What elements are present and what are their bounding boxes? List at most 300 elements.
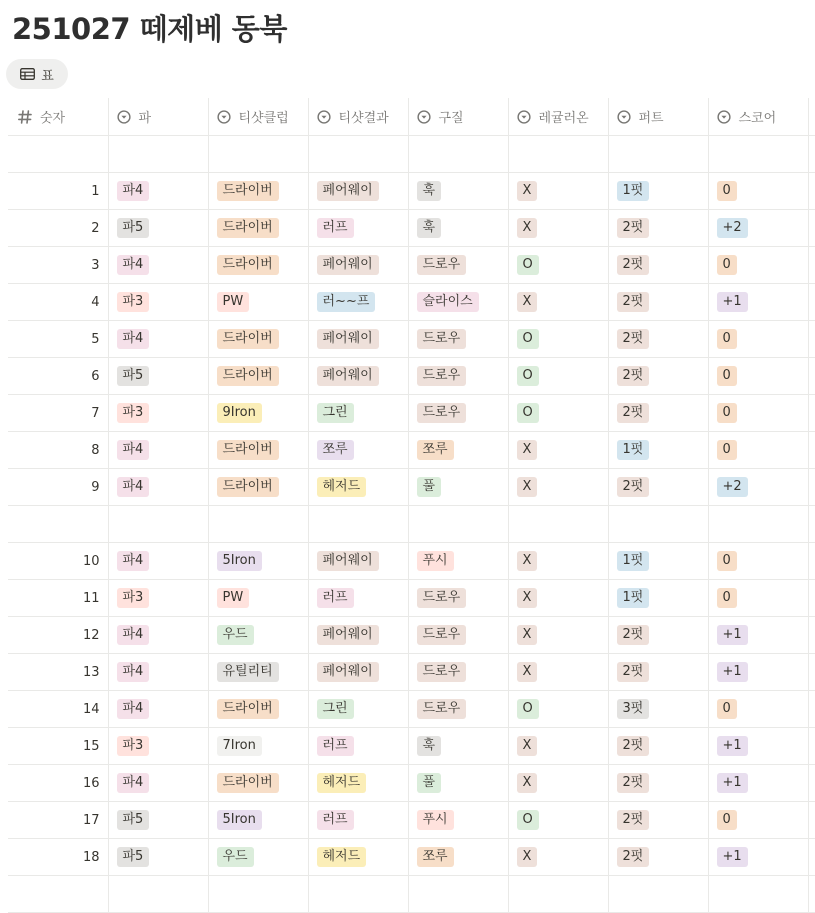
select-tag: 드라이버: [217, 440, 279, 460]
select-tag: +2: [717, 218, 748, 238]
select-tag: 드로우: [417, 662, 467, 682]
blank-row[interactable]: [8, 876, 815, 913]
cell-club[interactable]: [208, 321, 308, 358]
select-tag: 파5: [117, 847, 150, 867]
cell-result[interactable]: [308, 728, 408, 765]
select-tag: 파4: [117, 329, 150, 349]
cell-par[interactable]: [108, 876, 208, 913]
cell-par[interactable]: [108, 543, 208, 580]
cell-shape[interactable]: [408, 876, 508, 913]
cell-club[interactable]: [208, 395, 308, 432]
table-row[interactable]: [8, 691, 815, 728]
column-header-club[interactable]: [208, 98, 308, 136]
select-tag: 페어웨이: [317, 366, 379, 386]
cell-putt[interactable]: [608, 580, 708, 617]
cell-gir[interactable]: [508, 728, 608, 765]
cell-num[interactable]: 11: [8, 580, 108, 617]
column-header-label: 구질: [438, 111, 464, 126]
cell-club[interactable]: [208, 506, 308, 543]
column-header-num[interactable]: [8, 98, 108, 136]
select-tag: 슬라이스: [417, 292, 479, 312]
table-row[interactable]: [8, 284, 815, 321]
cell-shape[interactable]: [408, 802, 508, 839]
table-row[interactable]: [8, 654, 815, 691]
table-row[interactable]: [8, 728, 815, 765]
cell-gir[interactable]: [508, 691, 608, 728]
cell-result[interactable]: [308, 876, 408, 913]
select-tag: 드로우: [417, 329, 467, 349]
table-row[interactable]: [8, 617, 815, 654]
cell-overflow: [808, 173, 815, 210]
cell-putt[interactable]: [608, 802, 708, 839]
cell-shape[interactable]: [408, 617, 508, 654]
cell-overflow: [808, 580, 815, 617]
select-tag: 페어웨이: [317, 662, 379, 682]
select-tag: X: [517, 181, 538, 201]
cell-par[interactable]: [108, 691, 208, 728]
cell-score[interactable]: [708, 210, 808, 247]
cell-overflow: [808, 728, 815, 765]
cell-score[interactable]: [708, 284, 808, 321]
cell-num[interactable]: 18: [8, 839, 108, 876]
cell-result[interactable]: [308, 654, 408, 691]
cell-num[interactable]: 6: [8, 358, 108, 395]
cell-shape[interactable]: [408, 469, 508, 506]
select-tag: 유틸리티: [217, 662, 279, 682]
cell-score[interactable]: [708, 691, 808, 728]
select-tag: +1: [717, 625, 748, 645]
cell-num[interactable]: 2: [8, 210, 108, 247]
cell-num[interactable]: 3: [8, 247, 108, 284]
cell-result[interactable]: [308, 765, 408, 802]
cell-gir[interactable]: [508, 284, 608, 321]
select-tag: 2펏: [617, 292, 650, 312]
cell-par[interactable]: [108, 469, 208, 506]
cell-result[interactable]: [308, 247, 408, 284]
cell-club[interactable]: [208, 691, 308, 728]
select-tag: O: [517, 329, 539, 349]
cell-putt[interactable]: [608, 247, 708, 284]
cell-gir[interactable]: [508, 654, 608, 691]
cell-shape[interactable]: [408, 395, 508, 432]
blank-row[interactable]: [8, 506, 815, 543]
select-tag: 드로우: [417, 699, 467, 719]
select-tag: 풀: [417, 477, 442, 497]
select-tag: 파4: [117, 662, 150, 682]
column-header-label: 파: [138, 111, 152, 126]
cell-gir[interactable]: [508, 358, 608, 395]
select-tag: 파3: [117, 588, 150, 608]
select-tag: 0: [717, 255, 737, 275]
cell-putt[interactable]: [608, 617, 708, 654]
cell-club[interactable]: [208, 876, 308, 913]
cell-result[interactable]: [308, 543, 408, 580]
select-tag: 드라이버: [217, 218, 279, 238]
select-tag: 러~~프: [317, 292, 376, 312]
cell-result[interactable]: [308, 358, 408, 395]
cell-num[interactable]: [8, 506, 108, 543]
table-row[interactable]: [8, 839, 815, 876]
cell-gir[interactable]: [508, 543, 608, 580]
cell-club[interactable]: [208, 432, 308, 469]
cell-putt[interactable]: [608, 358, 708, 395]
cell-par[interactable]: [108, 728, 208, 765]
cell-putt[interactable]: [608, 469, 708, 506]
cell-shape[interactable]: [408, 654, 508, 691]
cell-par[interactable]: [108, 284, 208, 321]
cell-club[interactable]: [208, 543, 308, 580]
cell-putt[interactable]: [608, 839, 708, 876]
select-tag: 2펏: [617, 810, 650, 830]
cell-shape[interactable]: [408, 728, 508, 765]
cell-num[interactable]: 7: [8, 395, 108, 432]
cell-result[interactable]: [308, 580, 408, 617]
table-body: [8, 136, 815, 913]
cell-result[interactable]: [308, 284, 408, 321]
cell-par[interactable]: [108, 654, 208, 691]
column-header-label: 퍼트: [638, 111, 664, 126]
select-tag: 파3: [117, 292, 150, 312]
cell-overflow: [808, 506, 815, 543]
column-header-shape[interactable]: [408, 98, 508, 136]
table-row[interactable]: [8, 358, 815, 395]
cell-num[interactable]: 13: [8, 654, 108, 691]
cell-club[interactable]: [208, 765, 308, 802]
cell-result[interactable]: [308, 210, 408, 247]
column-header-gir[interactable]: [508, 98, 608, 136]
cell-score[interactable]: [708, 506, 808, 543]
cell-shape[interactable]: [408, 321, 508, 358]
select-tag: 파3: [117, 403, 150, 423]
table-row[interactable]: [8, 432, 815, 469]
select-tag: 파5: [117, 810, 150, 830]
cell-par[interactable]: [108, 506, 208, 543]
cell-result[interactable]: [308, 173, 408, 210]
cell-overflow: [808, 543, 815, 580]
cell-gir[interactable]: [508, 876, 608, 913]
select-tag: X: [517, 477, 538, 497]
select-tag: 3펏: [617, 699, 650, 719]
cell-putt[interactable]: [608, 543, 708, 580]
cell-score[interactable]: [708, 395, 808, 432]
table-row[interactable]: [8, 802, 815, 839]
cell-shape[interactable]: [408, 691, 508, 728]
column-header-putt[interactable]: [608, 98, 708, 136]
select-tag: 파4: [117, 773, 150, 793]
select-tag: 드라이버: [217, 699, 279, 719]
cell-num[interactable]: 9: [8, 469, 108, 506]
cell-gir[interactable]: [508, 469, 608, 506]
select-tag: X: [517, 551, 538, 571]
cell-score[interactable]: [708, 654, 808, 691]
cell-num[interactable]: [8, 136, 108, 173]
cell-club[interactable]: [208, 173, 308, 210]
select-tag: +2: [717, 477, 748, 497]
cell-par[interactable]: [108, 765, 208, 802]
cell-gir[interactable]: [508, 617, 608, 654]
cell-num[interactable]: 14: [8, 691, 108, 728]
select-tag: 파4: [117, 551, 150, 571]
select-tag: 훅: [417, 736, 442, 756]
cell-putt[interactable]: [608, 876, 708, 913]
cell-score[interactable]: [708, 876, 808, 913]
cell-score[interactable]: [708, 765, 808, 802]
column-header-par[interactable]: [108, 98, 208, 136]
cell-shape[interactable]: [408, 765, 508, 802]
select-tag: 2펏: [617, 366, 650, 386]
select-tag: X: [517, 292, 538, 312]
cell-shape[interactable]: [408, 506, 508, 543]
table-row[interactable]: [8, 395, 815, 432]
cell-putt[interactable]: [608, 654, 708, 691]
cell-num[interactable]: 5: [8, 321, 108, 358]
cell-gir[interactable]: [508, 136, 608, 173]
cell-club[interactable]: [208, 839, 308, 876]
select-tag: 드로우: [417, 255, 467, 275]
select-tag: 쪼루: [417, 440, 454, 460]
table-row[interactable]: [8, 210, 815, 247]
select-tag: 헤저드: [317, 773, 367, 793]
select-tag: X: [517, 625, 538, 645]
cell-score[interactable]: [708, 802, 808, 839]
cell-result[interactable]: [308, 469, 408, 506]
cell-putt[interactable]: [608, 506, 708, 543]
cell-shape[interactable]: [408, 432, 508, 469]
select-tag: 드로우: [417, 366, 467, 386]
table-row[interactable]: [8, 765, 815, 802]
cell-score[interactable]: [708, 321, 808, 358]
cell-shape[interactable]: [408, 210, 508, 247]
page-title: 251027 떼제베 동북: [12, 12, 287, 46]
select-tag: 2펏: [617, 218, 650, 238]
cell-num[interactable]: [8, 876, 108, 913]
cell-putt[interactable]: [608, 321, 708, 358]
table-row[interactable]: [8, 321, 815, 358]
cell-result[interactable]: [308, 321, 408, 358]
cell-overflow: [808, 802, 815, 839]
select-tag: 드라이버: [217, 181, 279, 201]
cell-par[interactable]: [108, 802, 208, 839]
select-tag: 2펏: [617, 773, 650, 793]
cell-score[interactable]: [708, 136, 808, 173]
cell-result[interactable]: [308, 839, 408, 876]
select-tag: 우드: [217, 847, 254, 867]
blank-row[interactable]: [8, 136, 815, 173]
cell-par[interactable]: [108, 321, 208, 358]
cell-num[interactable]: 10: [8, 543, 108, 580]
cell-club[interactable]: [208, 136, 308, 173]
cell-shape[interactable]: [408, 173, 508, 210]
cell-par[interactable]: [108, 358, 208, 395]
column-header-result[interactable]: [308, 98, 408, 136]
cell-overflow: [808, 358, 815, 395]
select-tag: 그린: [317, 403, 354, 423]
cell-par[interactable]: [108, 617, 208, 654]
table-row[interactable]: [8, 543, 815, 580]
cell-gir[interactable]: [508, 321, 608, 358]
cell-club[interactable]: [208, 728, 308, 765]
cell-overflow: [808, 765, 815, 802]
cell-score[interactable]: [708, 580, 808, 617]
select-tag: 드라이버: [217, 477, 279, 497]
cell-result[interactable]: [308, 802, 408, 839]
select-tag: 쪼루: [417, 847, 454, 867]
cell-score[interactable]: [708, 469, 808, 506]
cell-score[interactable]: [708, 543, 808, 580]
select-icon: [717, 110, 731, 124]
select-icon: [117, 110, 131, 124]
select-tag: 러프: [317, 810, 354, 830]
cell-gir[interactable]: [508, 173, 608, 210]
table-row[interactable]: [8, 173, 815, 210]
select-tag: 0: [717, 551, 737, 571]
cell-result[interactable]: [308, 506, 408, 543]
cell-gir[interactable]: [508, 580, 608, 617]
select-tag: 5Iron: [217, 551, 262, 571]
cell-putt[interactable]: [608, 210, 708, 247]
cell-club[interactable]: [208, 802, 308, 839]
select-tag: O: [517, 366, 539, 386]
select-tag: X: [517, 588, 538, 608]
select-tag: 페어웨이: [317, 551, 379, 571]
select-tag: O: [517, 255, 539, 275]
cell-shape[interactable]: [408, 839, 508, 876]
cell-par[interactable]: [108, 173, 208, 210]
table-row[interactable]: [8, 469, 815, 506]
column-header-label: 숫자: [40, 111, 66, 126]
select-tag: 2펏: [617, 477, 650, 497]
cell-num[interactable]: 16: [8, 765, 108, 802]
cell-club[interactable]: [208, 617, 308, 654]
select-icon: [217, 110, 231, 124]
cell-par[interactable]: [108, 210, 208, 247]
cell-shape[interactable]: [408, 284, 508, 321]
select-tag: 7Iron: [217, 736, 262, 756]
cell-gir[interactable]: [508, 506, 608, 543]
cell-num[interactable]: 8: [8, 432, 108, 469]
cell-shape[interactable]: [408, 247, 508, 284]
cell-result[interactable]: [308, 432, 408, 469]
cell-gir[interactable]: [508, 839, 608, 876]
cell-gir[interactable]: [508, 432, 608, 469]
select-tag: 페어웨이: [317, 329, 379, 349]
select-tag: 드라이버: [217, 329, 279, 349]
cell-gir[interactable]: [508, 395, 608, 432]
cell-result[interactable]: [308, 617, 408, 654]
cell-result[interactable]: [308, 136, 408, 173]
cell-par[interactable]: [108, 247, 208, 284]
cell-score[interactable]: [708, 358, 808, 395]
cell-club[interactable]: [208, 210, 308, 247]
database-table: [8, 98, 815, 913]
select-tag: 파5: [117, 366, 150, 386]
cell-overflow: [808, 839, 815, 876]
cell-gir[interactable]: [508, 210, 608, 247]
cell-overflow: [808, 691, 815, 728]
cell-par[interactable]: [108, 395, 208, 432]
view-tab-table[interactable]: [6, 59, 68, 89]
cell-putt[interactable]: [608, 395, 708, 432]
select-tag: 1펏: [617, 440, 650, 460]
select-tag: 드로우: [417, 588, 467, 608]
cell-putt[interactable]: [608, 765, 708, 802]
cell-par[interactable]: [108, 580, 208, 617]
cell-club[interactable]: [208, 358, 308, 395]
cell-par[interactable]: [108, 136, 208, 173]
cell-overflow: [808, 136, 815, 173]
cell-putt[interactable]: [608, 728, 708, 765]
cell-par[interactable]: [108, 432, 208, 469]
select-tag: 드로우: [417, 403, 467, 423]
table-row[interactable]: [8, 247, 815, 284]
cell-num[interactable]: 17: [8, 802, 108, 839]
cell-score[interactable]: [708, 728, 808, 765]
cell-par[interactable]: [108, 839, 208, 876]
select-tag: X: [517, 736, 538, 756]
cell-score[interactable]: [708, 247, 808, 284]
cell-num[interactable]: 15: [8, 728, 108, 765]
cell-club[interactable]: [208, 247, 308, 284]
select-tag: 파4: [117, 699, 150, 719]
cell-shape[interactable]: [408, 136, 508, 173]
cell-gir[interactable]: [508, 765, 608, 802]
cell-club[interactable]: [208, 654, 308, 691]
cell-shape[interactable]: [408, 543, 508, 580]
table-row[interactable]: [8, 580, 815, 617]
select-tag: X: [517, 440, 538, 460]
select-tag: 0: [717, 440, 737, 460]
select-tag: 2펏: [617, 403, 650, 423]
cell-club[interactable]: [208, 469, 308, 506]
cell-putt[interactable]: [608, 432, 708, 469]
select-tag: 러프: [317, 218, 354, 238]
select-icon: [317, 110, 331, 124]
select-tag: 파5: [117, 218, 150, 238]
cell-score[interactable]: [708, 839, 808, 876]
select-tag: 페어웨이: [317, 255, 379, 275]
select-tag: 2펏: [617, 736, 650, 756]
select-tag: +1: [717, 662, 748, 682]
cell-result[interactable]: [308, 691, 408, 728]
cell-score[interactable]: [708, 617, 808, 654]
select-tag: 0: [717, 366, 737, 386]
select-tag: 드라이버: [217, 773, 279, 793]
cell-num[interactable]: 1: [8, 173, 108, 210]
cell-shape[interactable]: [408, 358, 508, 395]
column-header-score[interactable]: [708, 98, 808, 136]
cell-gir[interactable]: [508, 247, 608, 284]
cell-putt[interactable]: [608, 691, 708, 728]
select-tag: 2펏: [617, 847, 650, 867]
select-tag: X: [517, 218, 538, 238]
cell-result[interactable]: [308, 395, 408, 432]
cell-score[interactable]: [708, 432, 808, 469]
cell-shape[interactable]: [408, 580, 508, 617]
cell-score[interactable]: [708, 173, 808, 210]
cell-club[interactable]: [208, 284, 308, 321]
select-tag: X: [517, 662, 538, 682]
cell-putt[interactable]: [608, 173, 708, 210]
cell-putt[interactable]: [608, 284, 708, 321]
cell-num[interactable]: 12: [8, 617, 108, 654]
cell-num[interactable]: 4: [8, 284, 108, 321]
cell-gir[interactable]: [508, 802, 608, 839]
cell-club[interactable]: [208, 580, 308, 617]
select-tag: X: [517, 773, 538, 793]
cell-putt[interactable]: [608, 136, 708, 173]
cell-overflow: [808, 876, 815, 913]
cell-overflow: [808, 617, 815, 654]
